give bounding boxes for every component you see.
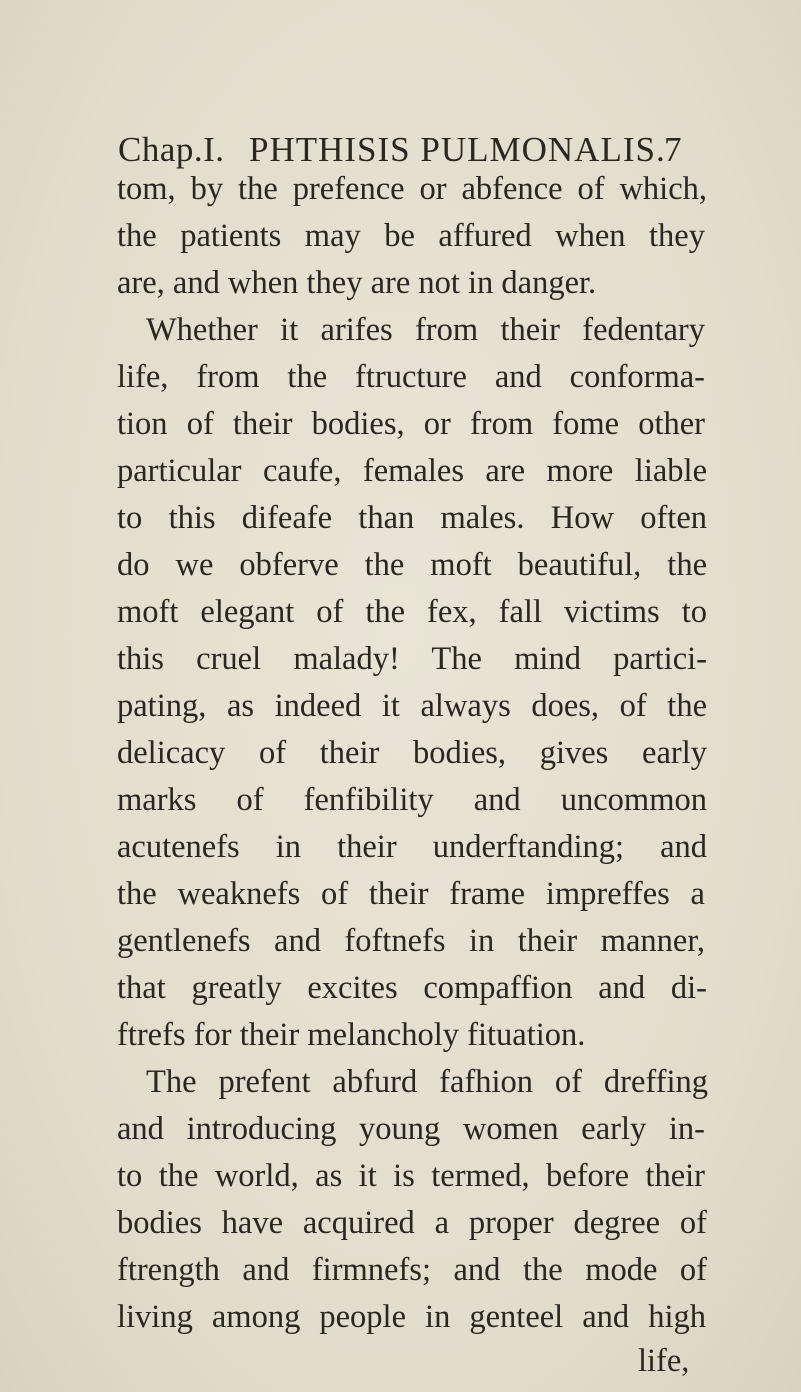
text-line: pating, as indeed it always does, of the (117, 688, 707, 724)
text-line: tom, by the prefence or abfence of which, (117, 171, 707, 207)
text-line: the weaknefs of their frame impreffes a (117, 876, 705, 912)
text-line: do we obferve the moft beautiful, the (117, 547, 707, 583)
text-line: this cruel malady! The mind partici- (117, 641, 707, 677)
text-line: ftrefs for their melancholy fituation. (117, 1017, 586, 1053)
text-line: the patients may be affured when they (117, 218, 705, 254)
text-line: particular caufe, females are more liable (117, 453, 707, 489)
text-line: ftrength and firmnefs; and the mode of (117, 1252, 707, 1288)
text-line: to the world, as it is termed, before their (117, 1158, 705, 1194)
text-line: and introducing young women early in- (117, 1111, 705, 1147)
text-line: marks of fenfibility and uncommon (117, 782, 707, 818)
text-line: Whether it arifes from their fedentary (146, 312, 705, 348)
text-line: bodies have acquired a proper degree of (117, 1205, 707, 1241)
chapter-label: Chap.I. (118, 130, 225, 169)
text-line: acutenefs in their underftanding; and (117, 829, 707, 865)
text-line: life, from the ftructure and conforma- (117, 359, 705, 395)
text-line: The prefent abfurd fafhion of dreffing (146, 1064, 708, 1100)
text-line: gentlenefs and foftnefs in their manner, (117, 923, 705, 959)
text-line: are, and when they are not in danger. (117, 265, 597, 301)
catchword: life, (638, 1343, 690, 1379)
page-number: 7 (664, 130, 682, 169)
text-line: tion of their bodies, or from fome other (117, 406, 705, 442)
running-title: PHTHISIS PULMONALIS. (249, 130, 666, 169)
text-line: living among people in genteel and high (117, 1299, 706, 1335)
text-line: to this difeafe than males. How often (117, 500, 707, 536)
text-line: that greatly excites compaffion and di- (117, 970, 707, 1006)
text-line: delicacy of their bodies, gives early (117, 735, 707, 771)
text-line: moft elegant of the fex, fall victims to (117, 594, 707, 630)
